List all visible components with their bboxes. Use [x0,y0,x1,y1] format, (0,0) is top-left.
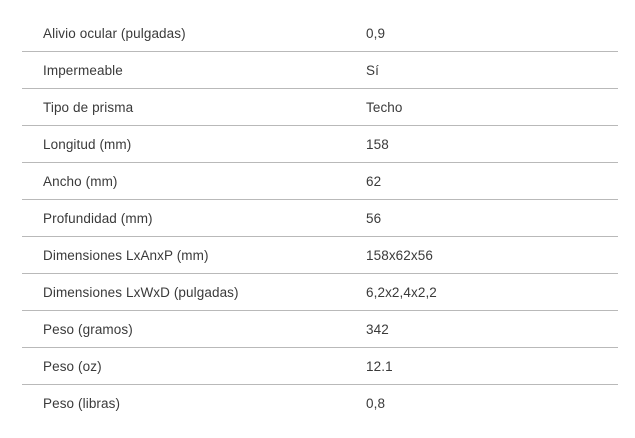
spec-value: 56 [366,210,382,226]
spec-label: Peso (libras) [43,395,121,411]
spec-label: Longitud (mm) [43,136,132,152]
spec-value: 0,9 [366,25,386,41]
spec-label: Impermeable [43,62,123,78]
spec-label: Profundidad (mm) [43,210,153,226]
spec-label: Tipo de prisma [43,99,134,115]
table-row [22,126,618,163]
table-row [22,237,618,274]
table-row [22,274,618,311]
table-row [22,200,618,237]
spec-label: Ancho (mm) [43,173,118,189]
table-row [22,52,618,89]
spec-value: Techo [366,99,403,115]
spec-label: Dimensiones LxWxD (pulgadas) [43,284,239,300]
spec-value: 158x62x56 [366,247,433,263]
spec-value: 0,8 [366,395,386,411]
spec-value: 342 [366,321,389,337]
table-row [22,311,618,348]
spec-value: Sí [366,62,379,78]
spec-label: Alivio ocular (pulgadas) [43,25,186,41]
table-row [22,89,618,126]
table-row [22,15,618,52]
table-row [22,163,618,200]
spec-value: 12.1 [366,358,393,374]
table-row [22,385,618,421]
spec-value: 62 [366,173,382,189]
spec-label: Dimensiones LxAnxP (mm) [43,247,209,263]
spec-label: Peso (oz) [43,358,102,374]
spec-label: Peso (gramos) [43,321,133,337]
specifications-table [22,15,618,421]
spec-value: 158 [366,136,389,152]
table-row [22,348,618,385]
spec-value: 6,2x2,4x2,2 [366,284,437,300]
